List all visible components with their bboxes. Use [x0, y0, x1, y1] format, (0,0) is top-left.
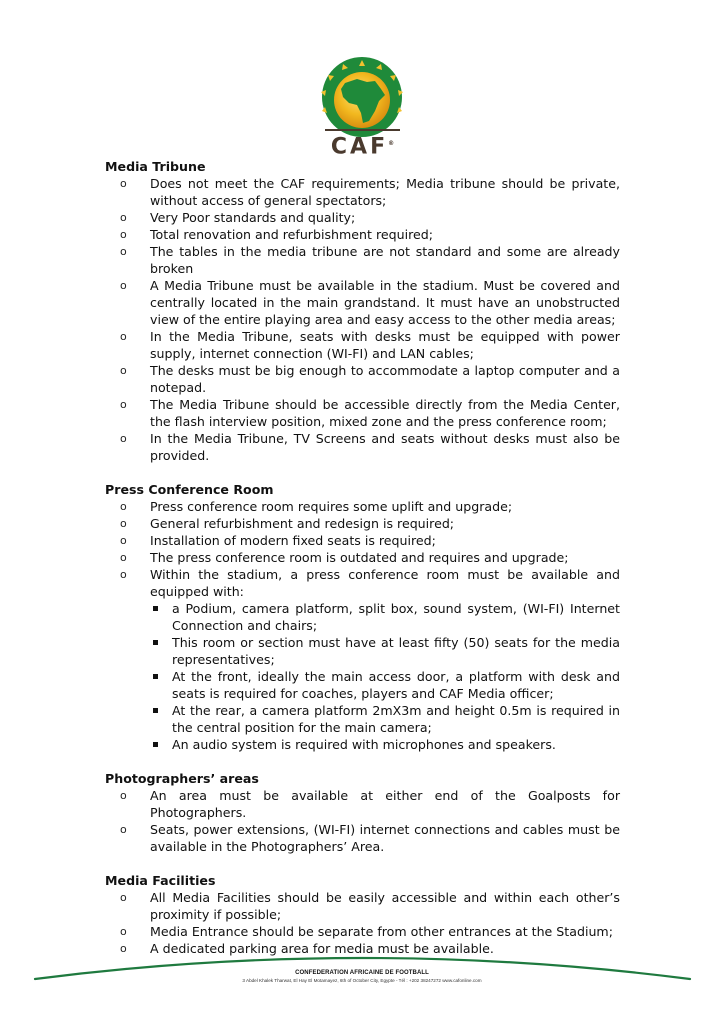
- sub-list-item: [150, 736, 620, 753]
- list-item: [105, 515, 620, 532]
- sub-list-item-text: At the front, ideally the main access door, a platform with desk and seats is required for coaches, players and CAF Media officer;: [172, 669, 620, 701]
- list-item-text: All Media Facilities should be easily accessible and within each other’s proximity if possible;: [150, 890, 620, 922]
- document-body: [105, 158, 620, 974]
- circle-bullet-icon: o: [120, 534, 127, 547]
- bullet-list: [105, 787, 620, 855]
- list-item-text: The press conference room is outdated and requires and upgrade;: [150, 550, 569, 565]
- circle-bullet-icon: o: [120, 891, 127, 904]
- square-bullet-icon: [153, 640, 158, 645]
- circle-bullet-icon: o: [120, 568, 127, 581]
- list-item-text: Does not meet the CAF requirements; Media tribune should be private, without access of general spectators;: [150, 176, 620, 208]
- sub-bullet-list: [150, 600, 620, 753]
- section-media-tribune: [105, 158, 620, 464]
- circle-bullet-icon: o: [120, 398, 127, 411]
- section-photographers-areas: [105, 770, 620, 855]
- circle-bullet-icon: o: [120, 330, 127, 343]
- list-item: [105, 226, 620, 243]
- list-item-text: The desks must be big enough to accommodate a laptop computer and a notepad.: [150, 363, 620, 395]
- footer-organization-name: CONFEDERATION AFRICAINE DE FOOTBALL: [295, 970, 429, 976]
- section-heading: Media Facilities: [105, 873, 216, 888]
- section-press-conference-room: [105, 481, 620, 753]
- footer-address: 3 Abdel Khalek Tharwat, El Hay El Motamayez, 6th of October City, Egypte - Tél : +202 38247272 www.cafonline.com: [242, 978, 482, 983]
- list-item-text: The Media Tribune should be accessible directly from the Media Center, the flash interview position, mixed zone and the press conference room;: [150, 397, 620, 429]
- square-bullet-icon: [153, 708, 158, 713]
- sub-list-item-text: An audio system is required with microphones and speakers.: [172, 737, 556, 752]
- list-item-text: Very Poor standards and quality;: [150, 210, 356, 225]
- section-heading: Press Conference Room: [105, 482, 274, 497]
- list-item: [105, 209, 620, 226]
- circle-bullet-icon: o: [120, 364, 127, 377]
- list-item: [105, 396, 620, 430]
- square-bullet-icon: [153, 606, 158, 611]
- list-item: [105, 498, 620, 515]
- list-item-text: Press conference room requires some uplift and upgrade;: [150, 499, 513, 514]
- list-item: [105, 328, 620, 362]
- list-item-text: In the Media Tribune, seats with desks must be equipped with power supply, internet connection (WI-FI) and LAN cables;: [150, 329, 620, 361]
- circle-bullet-icon: o: [120, 245, 127, 258]
- circle-bullet-icon: o: [120, 228, 127, 241]
- square-bullet-icon: [153, 674, 158, 679]
- caf-logo: [305, 55, 420, 160]
- list-item-text: An area must be available at either end of the Goalposts for Photographers.: [150, 788, 620, 820]
- list-item-text: General refurbishment and redesign is required;: [150, 516, 455, 531]
- list-item: [105, 787, 620, 821]
- list-item: [105, 430, 620, 464]
- circle-bullet-icon: o: [120, 823, 127, 836]
- sub-list-item: [150, 702, 620, 736]
- list-item-text: Seats, power extensions, (WI-FI) internet connections and cables must be available in the Photographers’ Area.: [150, 822, 620, 854]
- list-item-text: The tables in the media tribune are not standard and some are already broken: [150, 244, 620, 276]
- bullet-list: [105, 498, 620, 753]
- list-item: [105, 362, 620, 396]
- square-bullet-icon: [153, 742, 158, 747]
- list-item: [105, 243, 620, 277]
- list-item: [105, 277, 620, 328]
- circle-bullet-icon: o: [120, 789, 127, 802]
- circle-bullet-icon: o: [120, 517, 127, 530]
- section-heading: Media Tribune: [105, 159, 206, 174]
- list-item: [105, 175, 620, 209]
- circle-bullet-icon: o: [120, 925, 127, 938]
- circle-bullet-icon: o: [120, 551, 127, 564]
- list-item: [105, 923, 620, 940]
- list-item: [105, 566, 620, 753]
- list-item-text: Media Entrance should be separate from other entrances at the Stadium;: [150, 924, 613, 939]
- list-item-text: A dedicated parking area for media must be available.: [150, 941, 494, 956]
- registered-mark: ®: [388, 140, 395, 147]
- circle-bullet-icon: o: [120, 177, 127, 190]
- list-item-text: Installation of modern fixed seats is required;: [150, 533, 436, 548]
- circle-bullet-icon: o: [120, 211, 127, 224]
- list-item-text: In the Media Tribune, TV Screens and seats without desks must also be provided.: [150, 431, 620, 463]
- sub-list-item: [150, 600, 620, 634]
- sub-list-item: [150, 668, 620, 702]
- list-item-text: Within the stadium, a press conference room must be available and equipped with:: [150, 567, 620, 599]
- sub-list-item-text: a Podium, camera platform, split box, sound system, (WI-FI) Internet Connection and chairs;: [172, 601, 620, 633]
- list-item: [105, 821, 620, 855]
- circle-bullet-icon: o: [120, 279, 127, 292]
- sub-list-item-text: At the rear, a camera platform 2mX3m and height 0.5m is required in the central position for the main camera;: [172, 703, 620, 735]
- circle-bullet-icon: o: [120, 942, 127, 955]
- list-item: [105, 889, 620, 923]
- list-item: [105, 532, 620, 549]
- list-item-text: Total renovation and refurbishment required;: [150, 227, 433, 242]
- circle-bullet-icon: o: [120, 432, 127, 445]
- sub-list-item: [150, 634, 620, 668]
- sub-list-item-text: This room or section must have at least fifty (50) seats for the media representatives;: [172, 635, 620, 667]
- bullet-list: [105, 175, 620, 464]
- logo-text: CAF: [330, 134, 389, 160]
- list-item: [105, 549, 620, 566]
- section-heading: Photographers’ areas: [105, 771, 259, 786]
- circle-bullet-icon: o: [120, 500, 127, 513]
- list-item-text: A Media Tribune must be available in the stadium. Must be covered and centrally located in the main grandstand. It must have an unobstructed view of the entire playing area and easy access to the other media areas;: [150, 278, 620, 327]
